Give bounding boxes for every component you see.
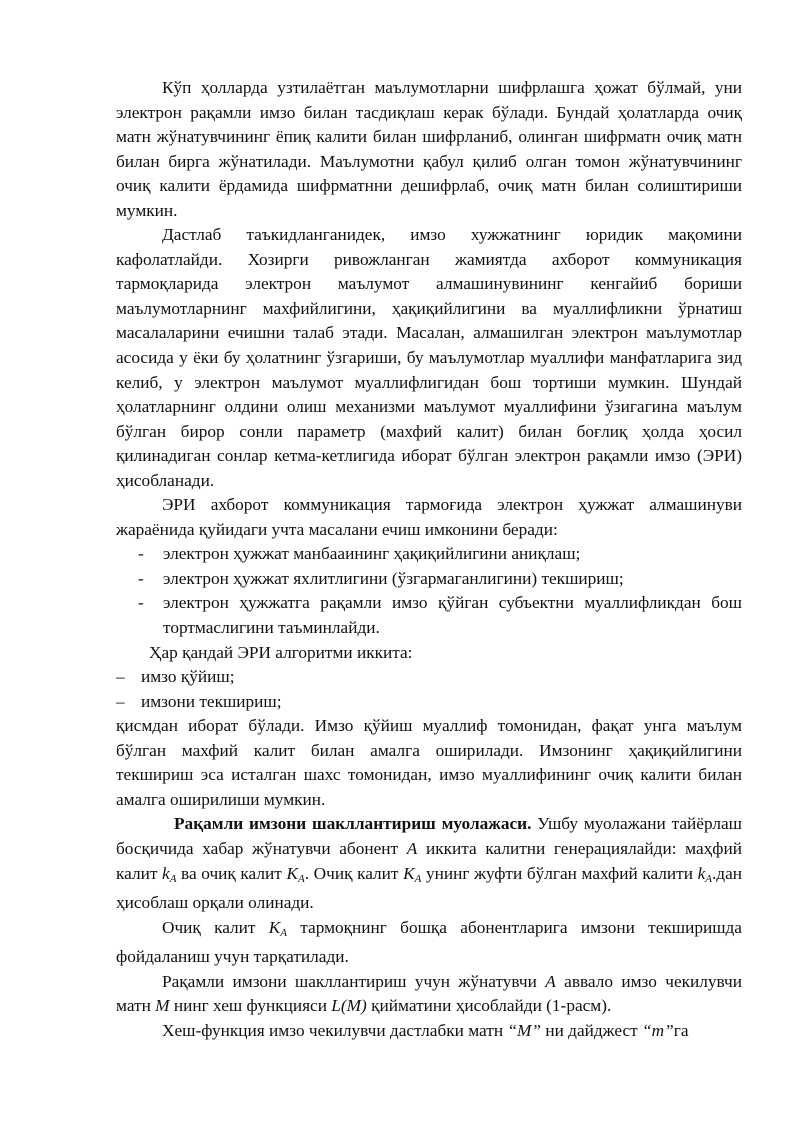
variable-K: K [403,863,415,883]
text-run: нинг хеш функцияси [169,996,332,1016]
paragraph-signing-verification: қисмдан иборат бўлади. Имзо қўйиш муаллиф томонидан, фақат унга маълум бўлган махфий калит билан амалга оширилади. Имзонинг ҳақиқийлигини текшириш эса исталган шахс томонидан, имзо муаллифининг очиқ калити билан амалга оширилиши мумкин. [116,716,742,809]
text-run: .дан ҳисоблаш орқали олинади. [116,863,743,913]
subscript-A: A [169,872,177,885]
text-run: Очиқ калит [162,917,269,937]
list-item [116,690,742,715]
list-item-text: имзони текшириш; [141,691,282,711]
paragraph-public-key [116,916,742,970]
paragraph-eri-tasks: ЭРИ ахборот коммуникация тармоғида электрон ҳужжат алмашинуви жараёнида қуйидаги учта масалани ечиш имконини беради: [116,495,742,539]
list-item [116,665,742,690]
subscript-A: A [297,872,305,885]
text-run: Хеш-функция имзо чекилувчи дастлабки матн [162,1020,508,1040]
variable-A: A [545,971,556,991]
algorithm-parts-list [116,665,742,714]
variable-M: M [155,996,170,1016]
subscript-A: A [280,926,287,939]
variable-k: k [162,863,170,883]
variable-M-quoted: “M” [507,1020,542,1040]
list-marker: - [138,544,144,564]
text-run: ни дайджест [541,1020,643,1040]
list-item [116,542,742,567]
paragraph-signature-procedure [116,812,742,915]
document-body [116,76,742,1043]
text-run: қийматини ҳисоблайди (1-расм). [366,996,612,1016]
text-run: тармоқнинг бошқа абонентларига имзони текширишда фойдаланиш учун тарқатилади. [116,917,742,967]
text-run: . Очиқ калит [304,863,404,883]
paragraph-hash-function [116,1019,742,1044]
list-item-text: электрон ҳужжат манбааининг ҳақиқийлигини аниқлаш; [163,544,581,564]
list-marker: - [138,568,144,588]
list-marker: – [116,667,125,687]
list-item [116,567,742,592]
text-run: ва очиқ калит [176,863,287,883]
list-marker: – [116,691,125,711]
text-run: унинг жуфти бўлган махфий калити [421,863,698,883]
paragraph-algorithm-parts: Ҳар қандай ЭРИ алгоритми иккита: [149,642,413,662]
text-run: Ушбу муолажани тайёрлаш босқичида хабар жўнатувчи абонент [116,814,742,858]
text-run: иккита калитни генерациялайди: маҳфий калит [116,838,742,883]
list-item-text: электрон ҳужжат яхлитлигини (ўзгармаганлигини) текшириш; [163,568,624,588]
variable-A: A [406,838,418,858]
paragraph-hash-compute [116,970,742,1019]
text-run: аввало имзо чекилувчи матн [116,971,742,1016]
variable-K: K [268,917,281,937]
paragraph-legal-status: Дастлаб таъкидланганидек, имзо хужжатнинг юридик мақомини кафолатлайди. Хозирги ривожланган жамиятда ахборот коммуникация тармоқларида электрон маълумот алмашинувининг кенгайиб бориши маълумотларнинг махфийлигини, ҳақиқийлигини ва муаллифликни ўрнатиш масалаларини ечишни талаб этади. Масалан, алмашилган электрон маълумотлар асосида у ёки бу ҳолатнинг ўзгариши, бу маълумотлар муаллифи манфатларига зид келиб, у электрон маълумот муаллифлигидан бош тортиши мумкин. Шундай ҳолатларнинг олдини олиш механизми маълумот муаллифини ўзигагина маълум бўлган бирор сонли параметр (махфий калит) билан боғлиқ ҳолда ҳосил қилинадиган сонлар кетма-кетлигида иборат бўлган электрон рақамли имзо (ЭРИ) ҳисобланади. [116,225,742,490]
list-item-text: имзо қўйиш; [141,667,235,687]
variable-LM: L(M) [331,996,367,1016]
list-item-text: электрон ҳужжатга рақамли имзо қўйган субъектни муаллифликдан бош тортмаслигини таъминлайди. [163,593,742,638]
variable-m-quoted: “m” [642,1020,674,1040]
subscript-A: A [705,872,712,885]
paragraph-intro: Кўп ҳолларда узтилаётган маълумотларни шифрлашга ҳожат бўлмай, уни электрон рақамли имзо билан тасдиқлаш керак бўлади. Бундай ҳолатларда очиқ матн жўнатувчининг ёпиқ калити билан шифрланиб, олинган шифрматн очиқ матн билан бирга жўнатилади. Маълумотни қабул қилиб олган томон жўнатувчининг очиқ калити ёрдамида шифрматнни дешифрлаб, очиқ матн билан солиштириши мумкин. [116,78,742,220]
eri-tasks-list [116,542,742,640]
list-item [116,591,742,640]
text-run: Рақамли имзони шакллантириш учун жўнатувчи [162,971,546,991]
list-marker: - [138,593,144,613]
variable-k: k [697,863,706,883]
subscript-A: A [414,872,422,885]
section-heading: Рақамли имзони шакллантириш муолажаси. [174,814,532,834]
text-run: га [673,1020,689,1040]
variable-K: K [286,863,298,883]
